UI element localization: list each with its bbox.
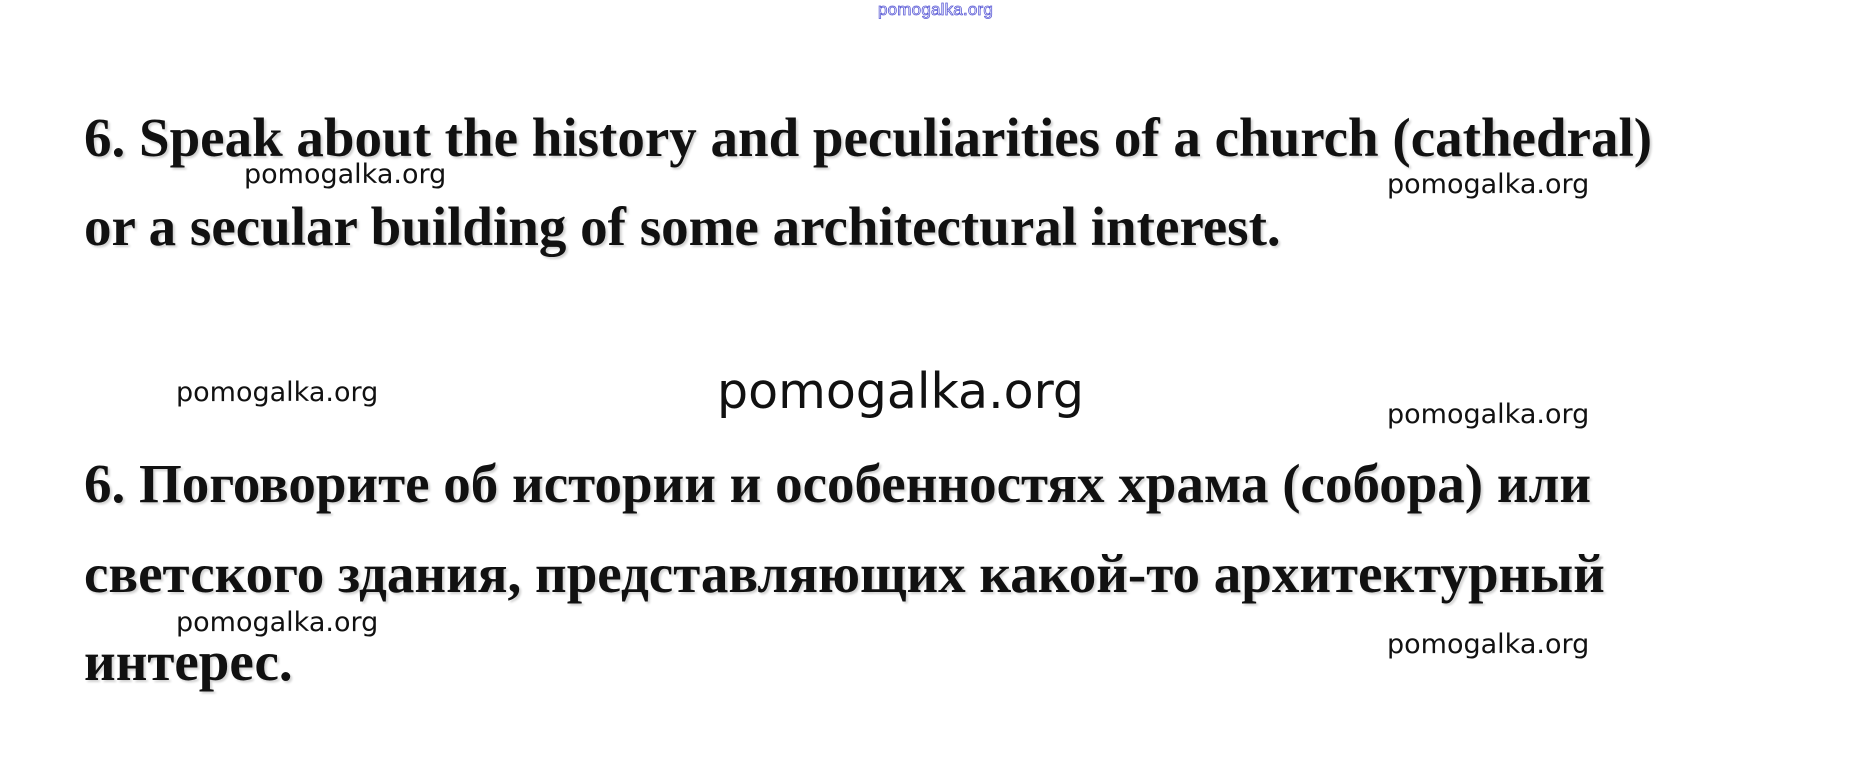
watermark-text: pomogalka.org: [244, 159, 447, 190]
watermark-text: pomogalka.org: [176, 607, 379, 638]
watermark-text: pomogalka.org: [1387, 399, 1590, 430]
watermark-center: pomogalka.org: [717, 363, 1085, 420]
english-task-line-1: 6. Speak about the history and peculiarities of a church (cathedral): [84, 107, 1653, 168]
russian-task-line-1: 6. Поговорите об истории и особенностях храма (собора) или: [84, 453, 1592, 514]
english-task-line-2: or a secular building of some architectural interest.: [84, 196, 1281, 257]
header-watermark: pomogalka.org: [878, 0, 994, 19]
watermark-text: pomogalka.org: [176, 377, 379, 408]
russian-task-line-3: интерес.: [84, 631, 293, 692]
watermark-text: pomogalka.org: [1387, 169, 1590, 200]
watermark-text: pomogalka.org: [1387, 629, 1590, 660]
russian-task-line-2: светского здания, представляющих какой-то архитектурный: [84, 543, 1605, 604]
